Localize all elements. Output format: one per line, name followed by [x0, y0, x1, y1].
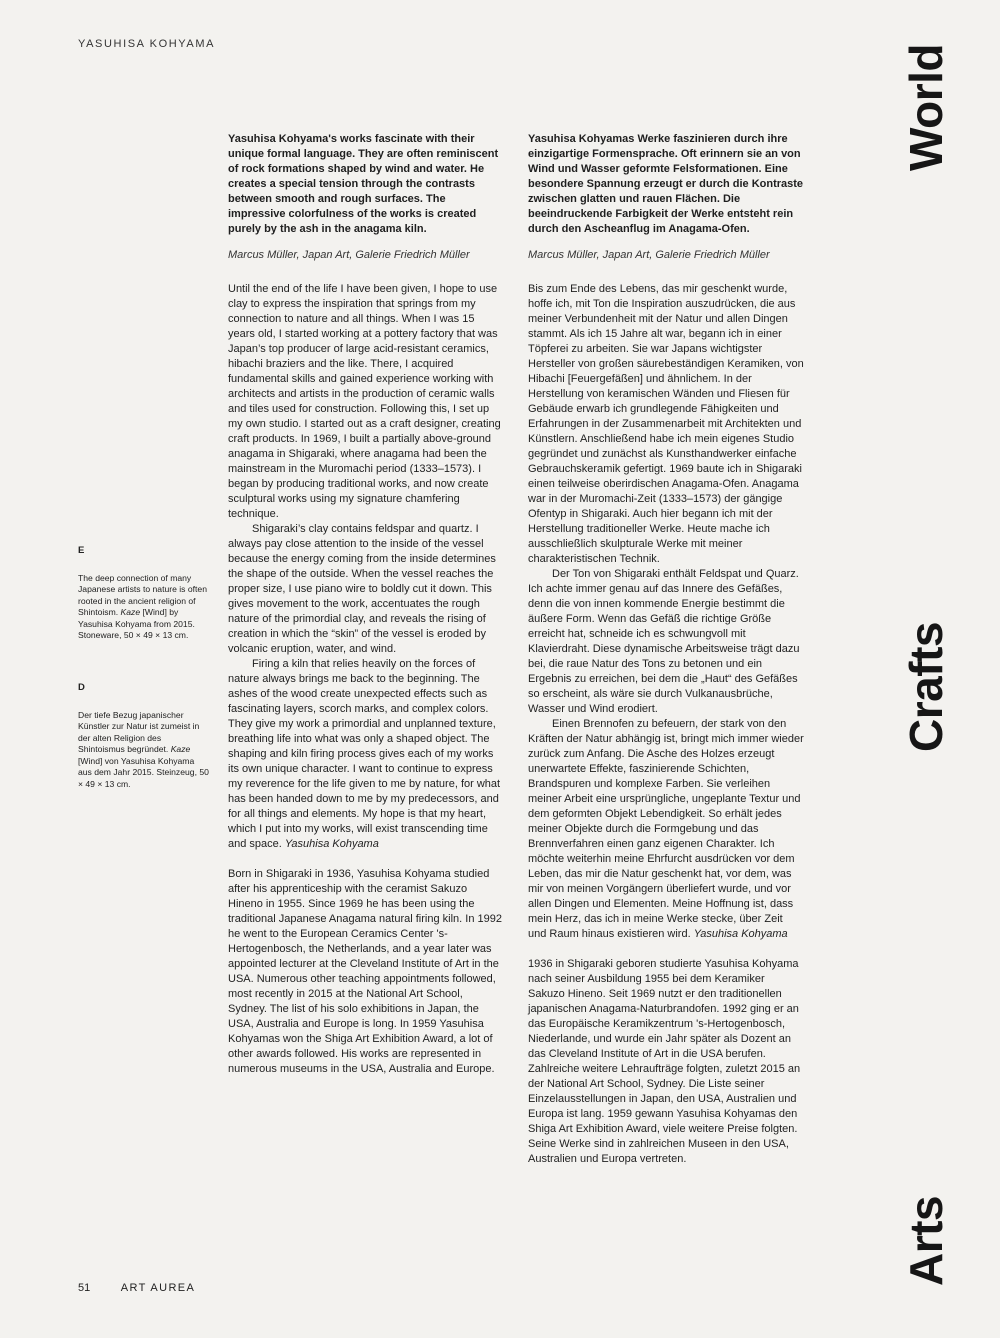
- section-title-crafts: Crafts: [900, 622, 952, 752]
- caption-letter: E: [78, 545, 85, 556]
- english-column: [228, 132, 504, 1077]
- page-footer: [78, 1282, 195, 1294]
- biography-paragraph: Born in Shigaraki in 1936, Yasuhisa Kohyama studied after his apprenticeship with the ceramist Sakuzo Hineno in 1955. Since 1969 he has been using the traditional Japanese Anagama natural firing kiln. In 1992 he went to the European Ceramics Center 's-Hertogenbosch, the Netherlands, and a year later was appointed lecturer at the Cleveland Institute of Art in the USA. Numerous other teaching appointments followed, most recently in 2015 at the National Art School, Sydney. The list of his solo exhibitions in Japan, the USA, Australia and Europe is long. In 1959 Yasuhisa Kohyamas won the Shiga Art Exhibition Award, a lot of other awards followed. His works are represented in numerous museums in the USA, Australia and Europe.: [228, 868, 502, 1075]
- body-paragraph: Einen Brennofen zu befeuern, der stark von den Kräften der Natur abhängig ist, bringt mich immer wieder zurück zum Anfang. Die Asche des Holzes erzeugt unerwartete Effekte, faszinierende Schichten, Brandspuren und komplexe Farben. Sie verleihen meiner Arbeit eine ursprüngliche, ungeplante Textur und dem geformten Objekt Lebendigkeit. So erhält jedes meiner Objekte durch die Formgebung und das Brennverfahren einen ganz eigenen Charakter. Ich möchte weiterhin meine Ehrfurcht ausdrücken vor dem Leben, das mir die Natur geschenkt hat, vor dem, was mir von meinen Vorgängern überliefert wurde, und vor allen Dingen und Elementen. Meine Hoffnung ist, dass mein Herz, das ich in meine Werke stecke, über Zeit und Raum hinaus existieren wird. Yasuhisa Kohyama: [528, 718, 804, 940]
- biography-paragraph: 1936 in Shigaraki geboren studierte Yasuhisa Kohyama nach seiner Ausbildung 1955 bei dem Keramiker Sakuzo Hineno. Seit 1969 nutzt er den traditionellen japanischen Anagama-Naturbrandofen. 1992 ging er an das Europäische Keramikzentrum 's-Hertogenbosch, Niederlande, und wurde ein Jahr später als Dozent an das Cleveland Institute of Art in die USA berufen. Zahlreiche weitere Lehraufträge folgten, zuletzt 2015 an der National Art School, Sydney. Die Liste seiner Einzelausstellungen in Japan, den USA, Australien und Europa ist lang. 1959 gewann Yasuhisa Kohyamas den Shiga Art Exhibition Award, viele weitere Preise folgten. Seine Werke sind in zahlreichen Museen in den USA, Australien und Europa vertreten.: [528, 958, 801, 1165]
- page-number: 51: [78, 1282, 91, 1294]
- running-header: YASUHISA KOHYAMA: [78, 38, 216, 50]
- credit-line: Marcus Müller, Japan Art, Galerie Friedrich Müller: [528, 249, 770, 261]
- caption-german: [78, 682, 210, 790]
- lead-paragraph: Yasuhisa Kohyamas Werke faszinieren durch ihre einzigartige Formensprache. Oft erinnern sie an von Wind und Wasser geformte Felsformationen. Eine besondere Spannung erzeugt er durch die Kontraste zwischen glatten und rauen Flächen. Die beeindruckende Farbigkeit der Werke entsteht rein durch den Ascheanflug im Anagama-Ofen.: [528, 133, 804, 235]
- caption-text: The deep connection of many Japanese artists to nature is often rooted in the ancient religion of Shintoism. Kaze [Wind] by Yasuhisa Kohyama from 2015. Stoneware, 50 × 49 × 13 cm.: [78, 572, 207, 640]
- caption-english: [78, 545, 210, 642]
- section-title-world: World: [900, 44, 952, 171]
- credit-line: Marcus Müller, Japan Art, Galerie Friedrich Müller: [228, 249, 470, 261]
- lead-paragraph: Yasuhisa Kohyama's works fascinate with their unique formal language. They are often reminiscent of rock formations shaped by wind and water. He creates a special tension through the contrasts between smooth and rough surfaces. The impressive colorfulness of the works is created purely by the ash in the anagama kiln.: [228, 133, 499, 235]
- german-column: [528, 132, 804, 1167]
- magazine-name: ART AUREA: [120, 1282, 196, 1294]
- caption-letter: D: [78, 682, 85, 693]
- signature: Yasuhisa Kohyama: [284, 838, 379, 850]
- signature: Yasuhisa Kohyama: [693, 928, 788, 940]
- body-paragraph: Der Ton von Shigaraki enthält Feldspat und Quarz. Ich achte immer genau auf das Innere des Gefäßes, denn die von innen kommende Energie bestimmt die äußere Form. Wenn das Gefäß die richtige Größe erreicht hat, schneide ich es schwungvoll mit Klavierdraht. Diese dynamische Arbeitsweise trägt dazu bei, die raue Natur des Tons zu betonen und ein Ergebnis zu erreichen, bei dem die „Haut“ des Gefäßes so erscheint, als wäre sie durch Vulkanausbrüche, Wasser und Wind erodiert.: [528, 568, 800, 715]
- body-paragraph: Bis zum Ende des Lebens, das mir geschenkt wurde, hoffe ich, mit Ton die Inspiration auszudrücken, die aus meiner Verbundenheit mit der Natur und allen Dingen stammt. Als ich 15 Jahre alt war, begann ich in einer Töpferei zu arbeiten. Sie war Japans wichtigster Hersteller von großen säurebeständigen Keramiken, von Hibachi [Feuergefäßen] und ähnlichem. In der Herstellung von keramischen Wänden und Fliesen für Gebäude erwarb ich grundlegende Fähigkeiten und Erfahrungen in der Zusammenarbeit mit Architekten und Künstlern. Anschließend habe ich mein eigenes Studio gegründet und zunächst als Kunsthandwerker einfache Gebrauchskeramik gefertigt. 1969 baute ich in Shigaraki einen teilweise oberirdischen Anagama-Ofen. Anagama war in der Muromachi-Zeit (1333–1573) der gängige Ofentyp in Shigaraki. Auch hier begann ich mit der Herstellung traditioneller Werke. Heute mache ich ausschließlich skulpturale Werke mit meiner charakteristischen Technik.: [528, 283, 804, 565]
- body-paragraph: Firing a kiln that relies heavily on the forces of nature always brings me back to the beginning. The ashes of the wood create unexpected effects such as fascinating layers, scorch marks, and complex colors. They give my work a primordial and unplanned texture, breathing life into what was only a shaped object. The shaping and kiln firing process gives each of my works its own unique character. I want to continue to express my reverence for the life given to me by nature, for what has been handed down to me by my predecessors, and for all things and elements. My hope is that my heart, which I put into my works, will exist transcending time and space. Yasuhisa Kohyama: [228, 658, 501, 850]
- body-paragraph: Until the end of the life I have been given, I hope to use clay to express the inspiration that springs from my connection to nature and all things. When I was 15 years old, I started working at a pottery factory that was Japan’s top producer of large acid-resistant ceramics, hibachi braziers and the like. There, I acquired fundamental skills and gained experience working with architects and artists in the production of ceramic walls and tiles used for construction. Following this, I set up my own studio. I started out as a craft designer, creating craft products. In 1969, I built a partially above-ground anagama in Shigaraki, where anagama had been the mainstream in the Muromachi period (1333–1573). I began by producing traditional works, and now create sculptural works using my signature chamfering technique.: [228, 283, 501, 520]
- caption-text: Der tiefe Bezug japanischer Künstler zur Natur ist zumeist in der alten Religion des Shintoismus begründet. Kaze [Wind] von Yasuhisa Kohyama aus dem Jahr 2015. Steinzeug, 50 × 49 × 13 cm.: [78, 709, 209, 789]
- section-title-arts: Arts: [900, 1196, 952, 1287]
- body-paragraph: Shigaraki’s clay contains feldspar and quartz. I always pay close attention to the inside of the vessel because the energy coming from the inside determines the shape of the outside. When the vessel reaches the proper size, I use piano wire to boldly cut it down. This gives movement to the work, accentuates the rough nature of the primordial clay, and reveals the rising of creation in which the “skin” of the vessel is eroded by volcanic eruption, water, and wind.: [228, 523, 496, 655]
